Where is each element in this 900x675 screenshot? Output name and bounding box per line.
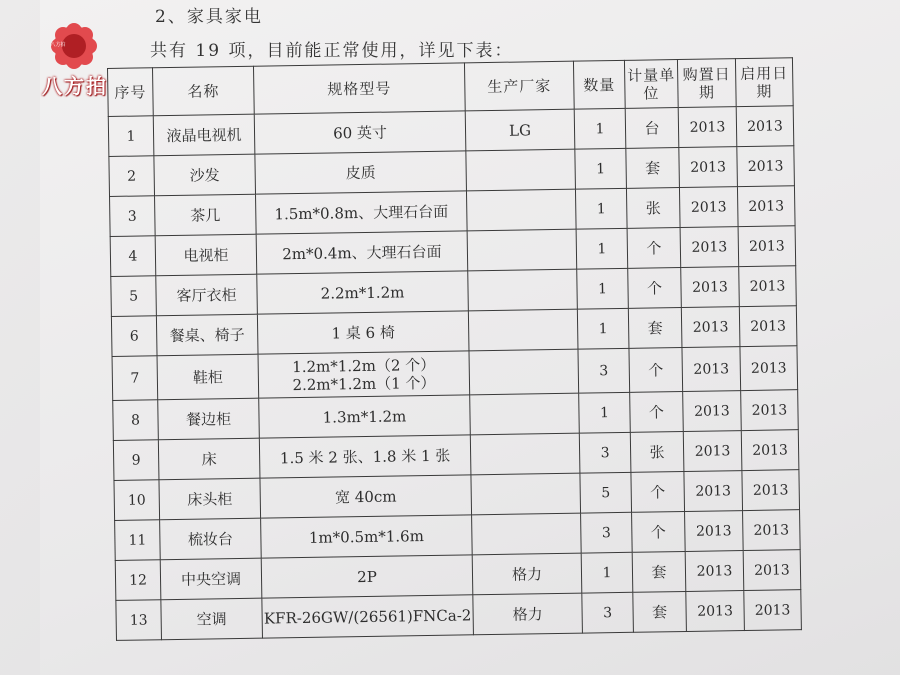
cell-spec-line-1: 1.2m*1.2m（2 个） bbox=[292, 355, 436, 376]
cell-bought: 2013 bbox=[685, 551, 744, 592]
cell-maker bbox=[470, 433, 580, 475]
cell-bought: 2013 bbox=[679, 147, 738, 188]
cell-maker bbox=[472, 513, 582, 555]
header-bought: 购置日期 bbox=[677, 59, 736, 108]
intro-text: 共有 19 项，目前能正常使用，详见下表： bbox=[150, 41, 514, 61]
cell-unit: 套 bbox=[633, 591, 687, 632]
cell-no: 1 bbox=[108, 116, 154, 157]
cell-qty: 3 bbox=[578, 348, 630, 393]
cell-maker bbox=[466, 189, 576, 231]
cell-name: 茶几 bbox=[155, 194, 257, 236]
cell-used: 2013 bbox=[741, 430, 799, 471]
cell-bought: 2013 bbox=[682, 347, 741, 392]
cell-qty: 3 bbox=[581, 512, 633, 553]
header-used: 启用日期 bbox=[735, 58, 793, 107]
cell-no: 3 bbox=[110, 196, 156, 237]
cell-qty: 5 bbox=[580, 472, 632, 513]
cell-no: 2 bbox=[109, 156, 155, 197]
cell-no: 5 bbox=[111, 276, 157, 317]
cell-bought: 2013 bbox=[680, 227, 739, 268]
cell-used: 2013 bbox=[739, 306, 797, 347]
cell-bought: 2013 bbox=[686, 591, 745, 632]
cell-name: 梳妆台 bbox=[160, 518, 262, 560]
cell-no: 13 bbox=[116, 600, 162, 641]
cell-name: 空调 bbox=[161, 598, 263, 640]
table-body bbox=[108, 106, 801, 641]
cell-spec: 2m*0.4m、大理石台面 bbox=[256, 231, 468, 274]
logo-inner-text: 八方拍 bbox=[50, 42, 66, 48]
cell-spec: 2.2m*1.2m bbox=[257, 271, 469, 314]
cell-name: 鞋柜 bbox=[157, 354, 259, 400]
cell-unit: 张 bbox=[630, 431, 684, 472]
cell-name: 餐桌、椅子 bbox=[156, 314, 258, 356]
cell-maker: LG bbox=[465, 109, 575, 151]
cell-name: 电视柜 bbox=[155, 234, 257, 276]
cell-spec-line-2: 2.2m*1.2m（1 个） bbox=[292, 373, 436, 394]
cell-no: 6 bbox=[111, 316, 157, 357]
cell-unit: 套 bbox=[632, 551, 686, 592]
cell-maker bbox=[468, 269, 578, 311]
cell-maker bbox=[470, 393, 580, 435]
cell-qty: 1 bbox=[574, 108, 626, 149]
cell-bought: 2013 bbox=[678, 107, 737, 148]
cell-no: 7 bbox=[112, 356, 158, 401]
cell-bought: 2013 bbox=[685, 511, 744, 552]
cell-maker bbox=[469, 349, 579, 395]
cell-used: 2013 bbox=[737, 146, 795, 187]
cell-unit: 个 bbox=[628, 268, 682, 309]
cell-no: 4 bbox=[110, 236, 156, 277]
cell-unit: 个 bbox=[631, 471, 685, 512]
cell-spec: KFR-26GW/(26561)FNCa-2 bbox=[262, 595, 474, 638]
cell-no: 10 bbox=[114, 480, 160, 521]
cell-used: 2013 bbox=[742, 470, 800, 511]
cell-unit: 套 bbox=[626, 148, 680, 189]
cell-qty: 1 bbox=[577, 268, 629, 309]
section-heading: 2、家具家电 bbox=[155, 7, 263, 27]
cell-spec: 1 桌 6 椅 bbox=[257, 311, 469, 354]
cell-maker bbox=[468, 309, 578, 351]
cell-maker bbox=[471, 473, 581, 515]
furniture-appliance-table bbox=[107, 57, 802, 641]
cell-spec: 1.5m*0.8m、大理石台面 bbox=[256, 191, 468, 234]
cell-qty: 1 bbox=[581, 552, 633, 593]
cell-no: 8 bbox=[113, 400, 159, 441]
cell-qty: 1 bbox=[576, 228, 628, 269]
cell-used: 2013 bbox=[744, 590, 802, 631]
cell-spec: 皮质 bbox=[255, 151, 467, 194]
cell-bought: 2013 bbox=[683, 391, 742, 432]
cell-bought: 2013 bbox=[681, 307, 740, 348]
cell-used: 2013 bbox=[737, 186, 795, 227]
cell-unit: 台 bbox=[625, 108, 679, 149]
cell-unit: 张 bbox=[626, 188, 680, 229]
cell-name: 床 bbox=[158, 438, 260, 480]
cell-no: 9 bbox=[113, 440, 159, 481]
cell-no: 12 bbox=[115, 560, 161, 601]
cell-qty: 1 bbox=[579, 392, 631, 433]
cell-bought: 2013 bbox=[681, 267, 740, 308]
cell-spec: 宽 40cm bbox=[260, 475, 472, 518]
cell-used: 2013 bbox=[741, 390, 799, 431]
cell-spec bbox=[258, 351, 470, 398]
header-no: 序号 bbox=[108, 68, 154, 117]
cell-used: 2013 bbox=[743, 550, 801, 591]
cell-maker bbox=[467, 229, 577, 271]
cell-maker: 格力 bbox=[473, 593, 583, 635]
cell-name: 沙发 bbox=[154, 154, 256, 196]
cell-qty: 1 bbox=[575, 188, 627, 229]
cell-name: 中央空调 bbox=[160, 558, 262, 600]
header-qty: 数量 bbox=[573, 60, 625, 109]
logo-text: 八方拍 bbox=[42, 74, 108, 98]
cell-used: 2013 bbox=[739, 266, 797, 307]
cell-maker bbox=[466, 149, 576, 191]
cell-no: 11 bbox=[115, 520, 161, 561]
cell-unit: 个 bbox=[632, 511, 686, 552]
cell-name: 床头柜 bbox=[159, 478, 261, 520]
cell-qty: 1 bbox=[575, 148, 627, 189]
cell-qty: 3 bbox=[582, 592, 634, 633]
cell-name: 客厅衣柜 bbox=[156, 274, 258, 316]
cell-qty: 3 bbox=[579, 432, 631, 473]
header-name: 名称 bbox=[153, 66, 255, 116]
cell-spec: 1.5 米 2 张、1.8 米 1 张 bbox=[259, 435, 471, 478]
header-spec: 规格型号 bbox=[253, 63, 465, 114]
cell-qty: 1 bbox=[577, 308, 629, 349]
cell-name: 餐边柜 bbox=[158, 398, 260, 440]
cell-used: 2013 bbox=[740, 346, 798, 391]
header-unit: 计量单位 bbox=[624, 60, 678, 109]
cell-unit: 套 bbox=[628, 308, 682, 349]
cell-used: 2013 bbox=[743, 510, 801, 551]
cell-unit: 个 bbox=[629, 348, 683, 393]
cell-maker: 格力 bbox=[472, 553, 582, 595]
cell-used: 2013 bbox=[738, 226, 796, 267]
cell-unit: 个 bbox=[627, 228, 681, 269]
cell-used: 2013 bbox=[736, 106, 794, 147]
cell-name: 液晶电视机 bbox=[153, 114, 255, 156]
header-maker: 生产厂家 bbox=[464, 61, 574, 111]
cell-spec: 1m*0.5m*1.6m bbox=[261, 515, 473, 558]
cell-spec: 60 英寸 bbox=[254, 111, 466, 154]
cell-spec: 1.3m*1.2m bbox=[259, 395, 471, 438]
cell-bought: 2013 bbox=[679, 187, 738, 228]
cell-bought: 2013 bbox=[683, 431, 742, 472]
cell-bought: 2013 bbox=[684, 471, 743, 512]
cell-unit: 个 bbox=[630, 391, 684, 432]
cell-spec: 2P bbox=[261, 555, 473, 598]
